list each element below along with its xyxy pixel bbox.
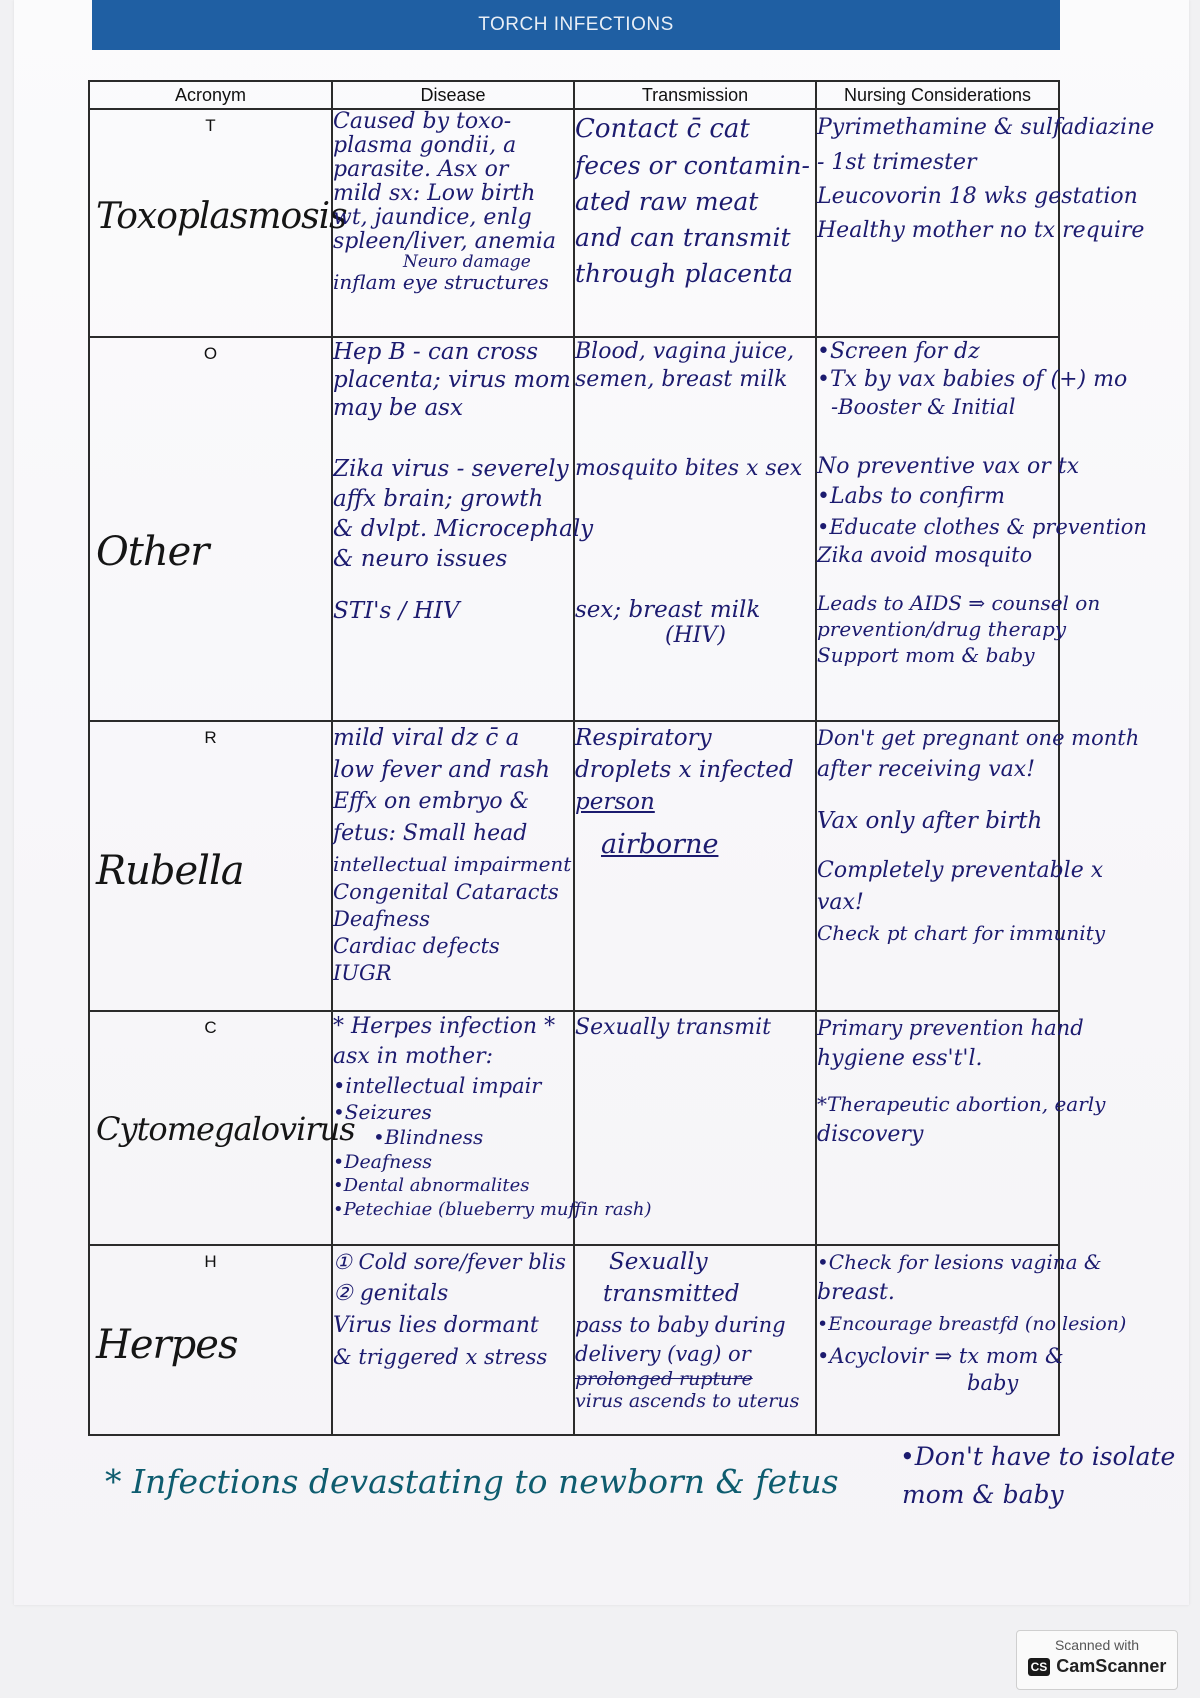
text-line bbox=[575, 394, 815, 422]
text-line: may be asx bbox=[333, 395, 463, 421]
text-line: asx in mother: bbox=[333, 1044, 494, 1069]
disease-cell bbox=[332, 1245, 574, 1435]
text-line: •Petechiae (blueberry muffin rash) bbox=[333, 1199, 652, 1220]
disease-cell bbox=[332, 337, 594, 721]
text-line: prevention/drug therapy bbox=[817, 617, 1067, 641]
text-line: Sexually transmit bbox=[575, 1015, 771, 1040]
text-line: •Blindness bbox=[373, 1125, 484, 1149]
text-line: & triggered x stress bbox=[333, 1345, 548, 1369]
text-line bbox=[817, 838, 1058, 854]
acronym-cell bbox=[89, 1011, 355, 1245]
text-line: person bbox=[575, 789, 655, 815]
text-line: Pyrimethamine & sulfadiazine bbox=[817, 115, 1155, 140]
disease-cell bbox=[332, 721, 574, 1011]
text-line: Hep B - can cross bbox=[333, 339, 539, 365]
text-line: STI's / HIV bbox=[333, 598, 460, 624]
text-line: * Herpes infection * bbox=[333, 1014, 556, 1039]
text-line: Congenital Cataracts bbox=[333, 880, 559, 904]
footnote: * Infections devastating to newborn & fetus bbox=[105, 1462, 839, 1501]
disease-name: Herpes bbox=[96, 1322, 238, 1368]
nursing-cell bbox=[816, 1011, 1106, 1245]
text-line: transmitted bbox=[603, 1281, 740, 1307]
nursing-cell bbox=[816, 1245, 1127, 1435]
text-line bbox=[817, 568, 1058, 590]
text-line bbox=[817, 420, 1058, 452]
text-line: •Acyclovir ⇒ tx mom & bbox=[817, 1344, 1064, 1368]
disease-name: Toxoplasmosis bbox=[96, 196, 347, 237]
text-line bbox=[817, 1074, 1058, 1088]
text-line: plasma gondii, a bbox=[333, 133, 517, 158]
text-line: Leucovorin 18 wks gestation bbox=[817, 184, 1138, 209]
text-line: breast. bbox=[817, 1280, 895, 1305]
text-line: Zika avoid mosquito bbox=[817, 543, 1033, 567]
text-line: through placenta bbox=[575, 259, 794, 288]
page-title-banner bbox=[92, 0, 1060, 50]
text-line bbox=[817, 786, 1058, 804]
table-row bbox=[89, 721, 1059, 1011]
text-line: vax! bbox=[817, 890, 864, 915]
text-line: virus ascends to uterus bbox=[575, 1390, 800, 1412]
text-line: Deafness bbox=[333, 907, 431, 931]
text-line: placenta; virus mom bbox=[333, 367, 571, 393]
text-line: Healthy mother no tx require bbox=[817, 218, 1145, 243]
text-line: & dvlpt. Microcephaly bbox=[333, 516, 594, 542]
acronym-cell bbox=[89, 109, 347, 337]
table-row bbox=[89, 337, 1059, 721]
disease-cell bbox=[332, 109, 574, 337]
camscanner-watermark bbox=[1016, 1630, 1178, 1690]
text-line: airborne bbox=[601, 829, 719, 860]
text-line: Leads to AIDS ⇒ counsel on bbox=[817, 591, 1101, 615]
text-line: Sexually bbox=[609, 1249, 708, 1275]
nursing-overflow-line: mom & baby bbox=[902, 1480, 1064, 1509]
text-line: prolonged rupture bbox=[575, 1368, 753, 1390]
text-line: •Seizures bbox=[333, 1100, 432, 1124]
text-line: •Deafness bbox=[333, 1151, 433, 1173]
text-line: and can transmit bbox=[575, 223, 791, 252]
text-line: Contact c̄ cat bbox=[575, 114, 750, 144]
text-line: spleen/liver, anemia bbox=[333, 229, 556, 254]
text-line: discovery bbox=[817, 1122, 924, 1147]
text-line: Check pt chart for immunity bbox=[817, 921, 1106, 945]
text-line: •Labs to confirm bbox=[817, 484, 1005, 509]
header-disease: Disease bbox=[332, 81, 574, 109]
text-line: Support mom & baby bbox=[817, 643, 1035, 667]
acronym-letter: T bbox=[205, 116, 216, 135]
header-nursing: Nursing Considerations bbox=[816, 81, 1059, 109]
text-line bbox=[575, 818, 815, 828]
text-line: •Dental abnormalites bbox=[333, 1175, 530, 1196]
text-line: •Educate clothes & prevention bbox=[817, 515, 1147, 539]
text-line: -Booster & Initial bbox=[831, 395, 1016, 419]
text-line: wt, jaundice, enlg bbox=[333, 205, 532, 230]
text-line: Neuro damage bbox=[403, 252, 531, 272]
text-line bbox=[333, 574, 573, 596]
text-line: Completely preventable x bbox=[817, 858, 1104, 883]
text-line: mild sx: Low birth bbox=[333, 181, 536, 206]
text-line: •Encourage breastfd (no lesion) bbox=[817, 1313, 1127, 1335]
acronym-letter: R bbox=[204, 728, 217, 747]
text-line: affx brain; growth bbox=[333, 486, 544, 512]
text-line: ② genitals bbox=[333, 1281, 449, 1306]
text-line: Virus lies dormant bbox=[333, 1313, 539, 1338]
header-transmission: Transmission bbox=[574, 81, 816, 109]
text-line: mosquito bites x sex bbox=[575, 456, 803, 481]
text-line: fetus: Small head bbox=[333, 821, 528, 846]
text-line: •intellectual impair bbox=[333, 1074, 542, 1098]
transmission-cell bbox=[574, 721, 816, 1011]
text-line: semen, breast milk bbox=[575, 367, 788, 392]
text-line: sex; breast milk bbox=[575, 597, 761, 623]
text-line: (HIV) bbox=[665, 623, 726, 648]
text-line: & neuro issues bbox=[333, 546, 508, 572]
text-line: Don't get pregnant one month bbox=[817, 726, 1140, 750]
header-acronym: Acronym bbox=[89, 81, 332, 109]
disease-name: Cytomegalovirus bbox=[96, 1110, 355, 1148]
text-line: - 1st trimester bbox=[817, 150, 977, 175]
table-row bbox=[89, 109, 1059, 337]
disease-name: Rubella bbox=[96, 848, 244, 894]
table-row bbox=[89, 1011, 1059, 1245]
text-line: IUGR bbox=[333, 961, 392, 985]
page-title: TORCH INFECTIONS bbox=[478, 14, 674, 35]
table-row bbox=[89, 1245, 1059, 1435]
text-line: •Tx by vax babies of (+) mo bbox=[817, 367, 1128, 392]
watermark-brand-row bbox=[1017, 1656, 1177, 1677]
watermark-caption: Scanned with bbox=[1054, 1637, 1140, 1653]
text-line: ① Cold sore/fever blis bbox=[333, 1250, 566, 1274]
text-line: *Therapeutic abortion, early bbox=[817, 1092, 1106, 1116]
acronym-letter: H bbox=[204, 1252, 217, 1271]
transmission-cell bbox=[574, 1245, 816, 1435]
torch-table bbox=[88, 80, 1155, 1436]
text-line: •Screen for dz bbox=[817, 339, 980, 364]
text-line: •Check for lesions vagina & bbox=[817, 1250, 1102, 1274]
acronym-cell bbox=[89, 721, 332, 1011]
text-line: parasite. Asx or bbox=[333, 157, 509, 182]
text-line bbox=[575, 422, 815, 454]
text-line: low fever and rash bbox=[333, 757, 551, 783]
text-line: ated raw meat bbox=[575, 187, 759, 216]
text-line: feces or contamin- bbox=[575, 151, 810, 180]
text-line: hygiene ess't'l. bbox=[817, 1046, 983, 1071]
text-line: inflam eye structures bbox=[333, 270, 549, 294]
nursing-cell bbox=[816, 337, 1147, 721]
text-line: droplets x infected bbox=[575, 757, 794, 783]
text-line: Primary prevention hand bbox=[817, 1016, 1084, 1040]
acronym-letter: C bbox=[204, 1018, 217, 1037]
acronym-cell bbox=[89, 337, 332, 721]
text-line: Blood, vagina juice, bbox=[575, 339, 795, 364]
disease-name: Other bbox=[96, 529, 209, 575]
text-line: Respiratory bbox=[575, 725, 712, 751]
transmission-cell bbox=[574, 109, 816, 337]
text-line: pass to baby during bbox=[575, 1313, 786, 1337]
text-line: Zika virus - severely bbox=[333, 456, 569, 482]
acronym-cell bbox=[89, 1245, 332, 1435]
text-line: baby bbox=[967, 1371, 1019, 1395]
nursing-cell bbox=[816, 721, 1140, 1011]
text-line: after receiving vax! bbox=[817, 757, 1036, 782]
text-line bbox=[333, 422, 573, 454]
text-line: Effx on embryo & bbox=[333, 789, 530, 814]
acronym-letter: O bbox=[203, 344, 218, 363]
text-line: delivery (vag) or bbox=[575, 1342, 751, 1366]
nursing-cell bbox=[816, 109, 1155, 337]
text-line: No preventive vax or tx bbox=[817, 454, 1079, 479]
table-header-row bbox=[89, 81, 1059, 109]
nursing-overflow-line: •Don't have to isolate bbox=[900, 1442, 1176, 1471]
disease-cell bbox=[332, 1011, 652, 1245]
text-line bbox=[575, 484, 815, 514]
text-line: mild viral dz c̄ a bbox=[333, 725, 520, 751]
transmission-cell bbox=[574, 337, 816, 721]
text-line bbox=[575, 544, 815, 574]
text-line: intellectual impairment bbox=[333, 852, 572, 876]
text-line: Vax only after birth bbox=[817, 808, 1043, 834]
text-line bbox=[575, 574, 815, 596]
camscanner-logo-icon: CS bbox=[1028, 1658, 1051, 1676]
watermark-brand: CamScanner bbox=[1056, 1656, 1167, 1676]
text-line bbox=[575, 514, 815, 544]
text-line: Cardiac defects bbox=[333, 934, 500, 958]
text-line: Caused by toxo- bbox=[333, 109, 512, 134]
